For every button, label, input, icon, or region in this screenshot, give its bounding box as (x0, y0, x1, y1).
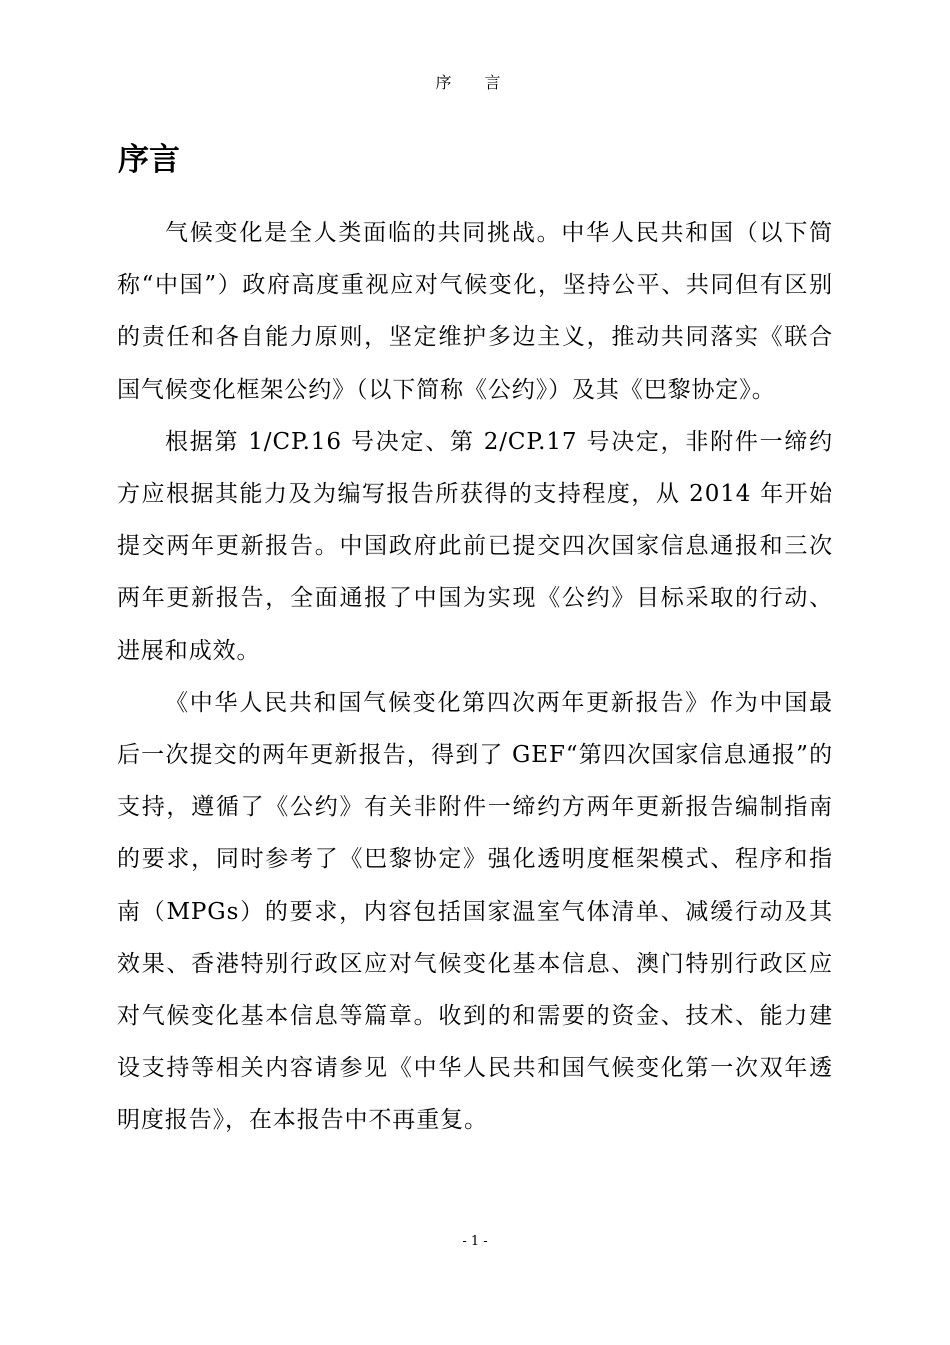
paragraph-1: 气候变化是全人类面临的共同挑战。中华人民共和国（以下简称“中国”）政府高度重视应对气候变化，坚持公平、共同但有区别的责任和各自能力原则，坚定维护多边主义，推动共同落实《联合国气候变化框架公约》（以下简称《公约》）及其《巴黎协定》。 (117, 220, 833, 403)
body-text (117, 207, 833, 1147)
paragraph-3: 《中华人民共和国气候变化第四次两年更新报告》作为中国最后一次提交的两年更新报告，得到了 GEF“第四次国家信息通报”的支持，遵循了《公约》有关非附件一缔约方两年更新报告编制指南的要求，同时参考了《巴黎协定》强化透明度框架模式、程序和指南（MPGs）的要求，内容包括国家温室气体清单、减缓行动及其效果、香港特别行政区应对气候变化基本信息、澳门特别行政区应对气候变化基本信息等篇章。收到的和需要的资金、技术、能力建设支持等相关内容请参见《中华人民共和国气候变化第一次双年透明度报告》，在本报告中不再重复。 (117, 689, 833, 1134)
chapter-title: 序言 (118, 142, 180, 178)
running-header: 序 言 (435, 73, 515, 92)
paragraph-2: 根据第 1/CP.16 号决定、第 2/CP.17 号决定，非附件一缔约方应根据其能力及为编写报告所获得的支持程度，从 2014 年开始提交两年更新报告。中国政府此前已提交四次国家信息通报和三次两年更新报告，全面通报了中国为实现《公约》目标采取的行动、进展和成效。 (117, 428, 833, 664)
page-number: - 1 - (462, 1234, 488, 1249)
